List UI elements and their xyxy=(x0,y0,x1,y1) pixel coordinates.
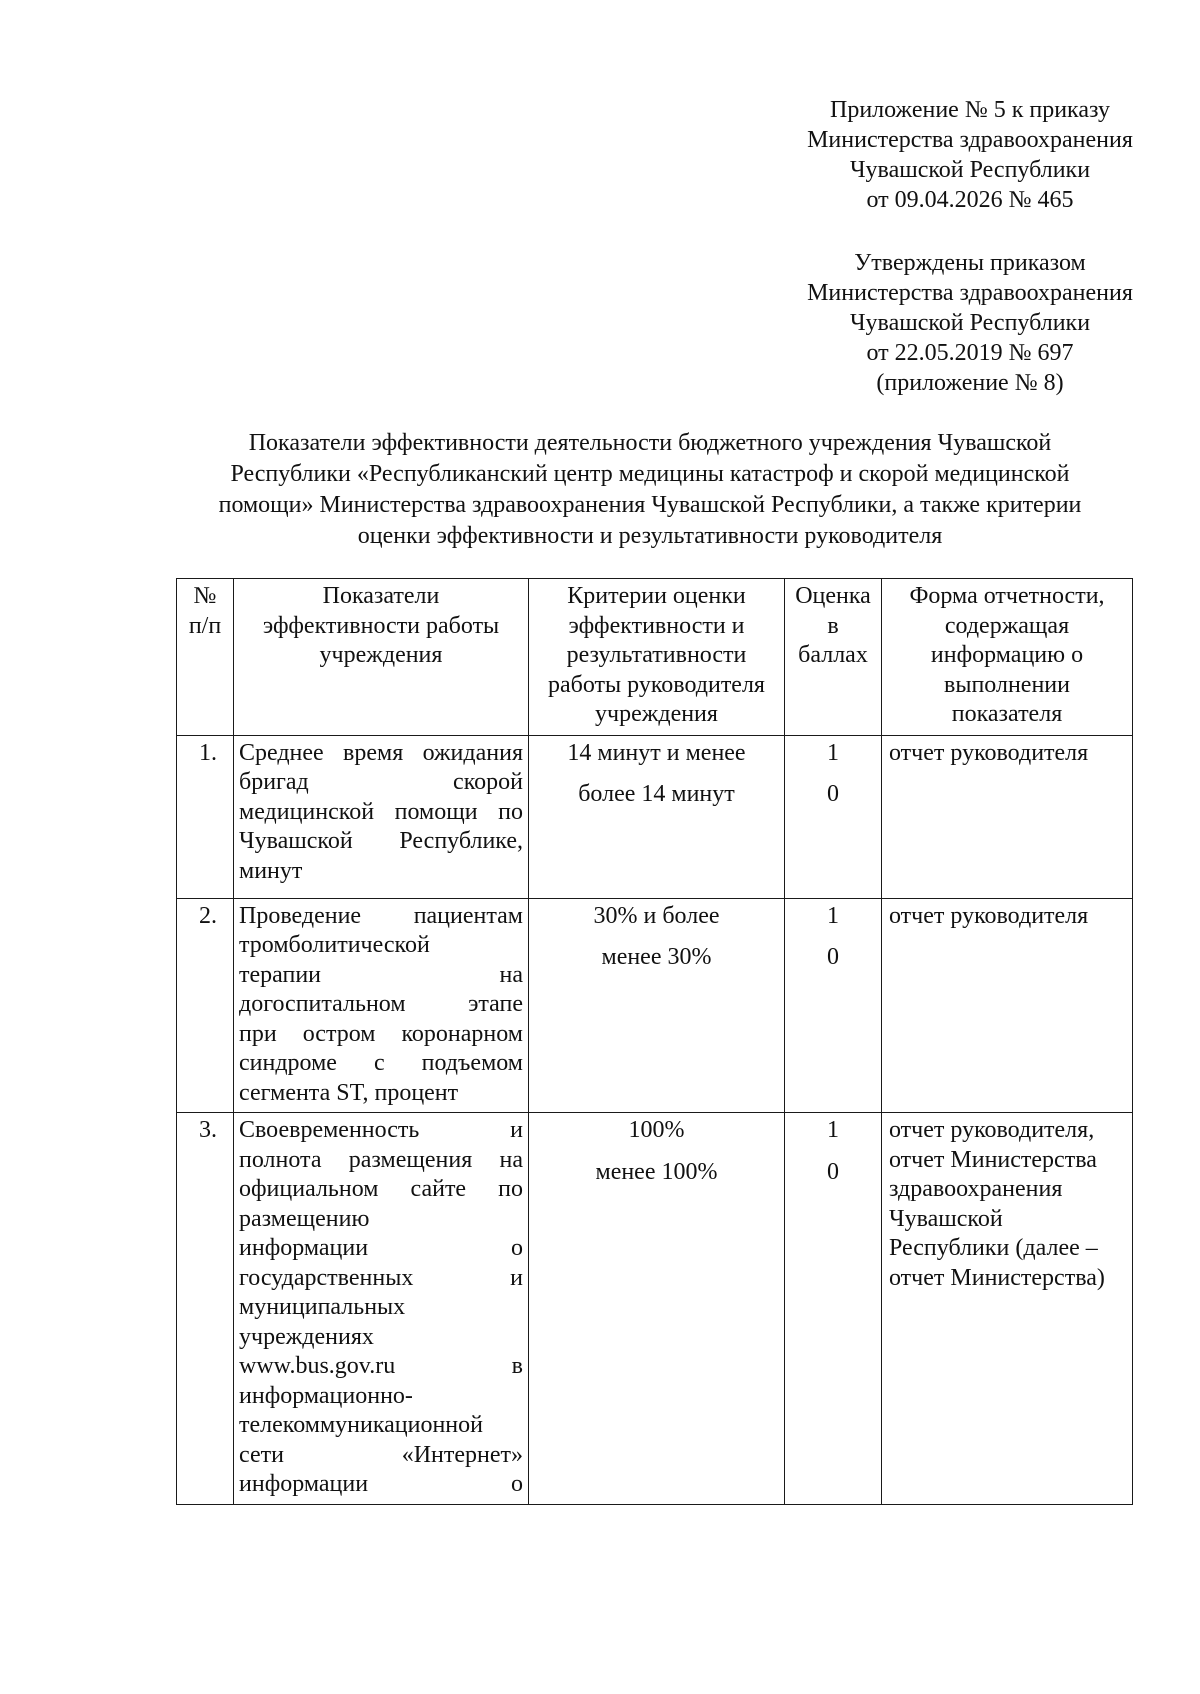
score-value: 1 xyxy=(827,739,839,766)
score-value: 1 xyxy=(827,902,839,929)
indicator-line: бригад скорой xyxy=(239,769,523,795)
indicator-line: учреждениях xyxy=(239,1323,374,1350)
row-number: 1. xyxy=(177,735,234,898)
row-number: 3. xyxy=(177,1113,234,1505)
row-report-form xyxy=(882,1113,1133,1505)
report-form-line: отчет руководителя xyxy=(889,902,1089,929)
criteria-value: 14 минут и менее xyxy=(567,739,746,766)
report-form-line: здравоохранения xyxy=(889,1176,1063,1202)
indicator-line: телекоммуникационной xyxy=(239,1412,483,1438)
indicator-line: синдроме с подъемом xyxy=(239,1050,523,1076)
criteria-value: менее 30% xyxy=(601,944,712,970)
criteria-value: 100% xyxy=(628,1117,685,1143)
score-value: 0 xyxy=(827,944,839,970)
header-line: Оценка xyxy=(795,583,871,609)
score-value: 1 xyxy=(827,1117,839,1143)
indicator-line: Своевременность и xyxy=(239,1117,523,1143)
annex-line: Чувашской Республики xyxy=(849,157,1091,183)
score-value: 0 xyxy=(827,1158,839,1185)
header-number xyxy=(177,579,234,736)
title-line: Республики «Республиканский центр медицины катастроф и скорой медицинской xyxy=(230,461,1070,487)
annex-line: от 09.04.2026 № 465 xyxy=(866,187,1074,213)
header-line: показателя xyxy=(951,701,1063,727)
header-line: эффективности и xyxy=(568,612,745,639)
report-form-line: Чувашской xyxy=(889,1205,1003,1232)
criteria-value: менее 100% xyxy=(595,1158,718,1185)
header-line: информацию о xyxy=(930,642,1084,668)
criteria-value: более 14 минут xyxy=(578,781,735,807)
approval-line: Чувашской Республики xyxy=(849,310,1091,336)
report-form-line: Республики (далее – xyxy=(889,1235,1098,1261)
approval-line: от 22.05.2019 № 697 xyxy=(866,340,1074,366)
annex-reference xyxy=(740,95,1200,215)
header-line: Критерии оценки xyxy=(567,583,746,609)
header-line: Форма отчетности, xyxy=(909,583,1105,609)
approval-line: Утверждены приказом xyxy=(854,250,1086,276)
indicator-line: сети «Интернет» xyxy=(239,1441,523,1468)
header-score xyxy=(785,579,882,736)
approval-line: (приложение № 8) xyxy=(876,370,1064,396)
row-indicator xyxy=(234,898,529,1113)
header-indicator xyxy=(234,579,529,736)
table-row xyxy=(177,1113,1133,1505)
table-row xyxy=(177,898,1133,1113)
row-report-form xyxy=(882,898,1133,1113)
header-line: работы руководителя xyxy=(548,671,765,698)
table-header-row xyxy=(177,579,1133,736)
header-line: учреждения xyxy=(595,701,718,727)
row-indicator xyxy=(234,1113,529,1505)
indicator-line: государственных и xyxy=(239,1264,523,1291)
indicator-line: терапии на xyxy=(239,961,523,988)
annex-line: Приложение № 5 к приказу xyxy=(830,97,1110,123)
row-report-form xyxy=(882,735,1133,898)
indicator-line: www.bus.gov.ru в xyxy=(239,1353,523,1379)
row-criteria xyxy=(529,735,785,898)
row-score xyxy=(785,1113,882,1505)
report-form-line: отчет руководителя xyxy=(889,739,1089,766)
indicator-line: тромболитической xyxy=(239,932,430,958)
indicator-line: сегмента ST, процент xyxy=(239,1079,459,1106)
header-line: содержащая xyxy=(944,612,1070,639)
score-value: 0 xyxy=(827,781,839,807)
row-score xyxy=(785,735,882,898)
header-line: баллах xyxy=(798,642,868,668)
row-score xyxy=(785,898,882,1113)
header-line: эффективности работы xyxy=(262,612,500,639)
title-line: Показатели эффективности деятельности бюджетного учреждения Чувашской xyxy=(248,430,1052,456)
approval-reference xyxy=(740,248,1200,398)
indicator-line: Среднее время ожидания xyxy=(239,739,523,766)
title-line: оценки эффективности и результативности руководителя xyxy=(357,523,943,549)
indicators-table xyxy=(176,578,1133,1505)
row-number: 2. xyxy=(177,898,234,1113)
header-line: выполнении xyxy=(944,671,1070,698)
indicator-line: информации о xyxy=(239,1471,523,1497)
indicator-line: официальном сайте по xyxy=(239,1176,523,1202)
indicator-line: полнота размещения на xyxy=(239,1146,523,1173)
indicator-line: Чувашской Республике, xyxy=(239,828,523,854)
header-line: Показатели xyxy=(322,583,440,609)
table-row xyxy=(177,735,1133,898)
header-line: № xyxy=(193,583,217,609)
report-form-line: отчет Министерства) xyxy=(889,1264,1105,1291)
indicator-line: муниципальных xyxy=(239,1294,406,1320)
indicator-line: медицинской помощи по xyxy=(239,798,523,825)
header-line: п/п xyxy=(188,612,222,639)
header-line: в xyxy=(827,612,839,639)
criteria-value: 30% и более xyxy=(593,902,720,929)
header-criteria xyxy=(529,579,785,736)
indicator-line: Проведение пациентам xyxy=(239,902,523,929)
approval-line: Министерства здравоохранения xyxy=(807,280,1133,306)
indicator-line: информационно- xyxy=(239,1382,413,1409)
header-line: результативности xyxy=(566,642,747,668)
title-line: помощи» Министерства здравоохранения Чувашской Республики, а также критерии xyxy=(218,492,1082,518)
header-report-form xyxy=(882,579,1133,736)
report-form-line: отчет руководителя, xyxy=(889,1117,1095,1143)
indicator-line: информации о xyxy=(239,1235,523,1261)
row-criteria xyxy=(529,898,785,1113)
annex-line: Министерства здравоохранения xyxy=(807,127,1133,153)
row-criteria xyxy=(529,1113,785,1505)
indicator-line: минут xyxy=(239,857,303,884)
indicator-line: размещению xyxy=(239,1205,370,1232)
document-title xyxy=(170,428,1130,552)
indicator-line: догоспитальном этапе xyxy=(239,991,523,1017)
row-indicator xyxy=(234,735,529,898)
report-form-line: отчет Министерства xyxy=(889,1146,1097,1173)
indicator-line: при остром коронарном xyxy=(239,1020,523,1047)
header-line: учреждения xyxy=(319,642,443,668)
